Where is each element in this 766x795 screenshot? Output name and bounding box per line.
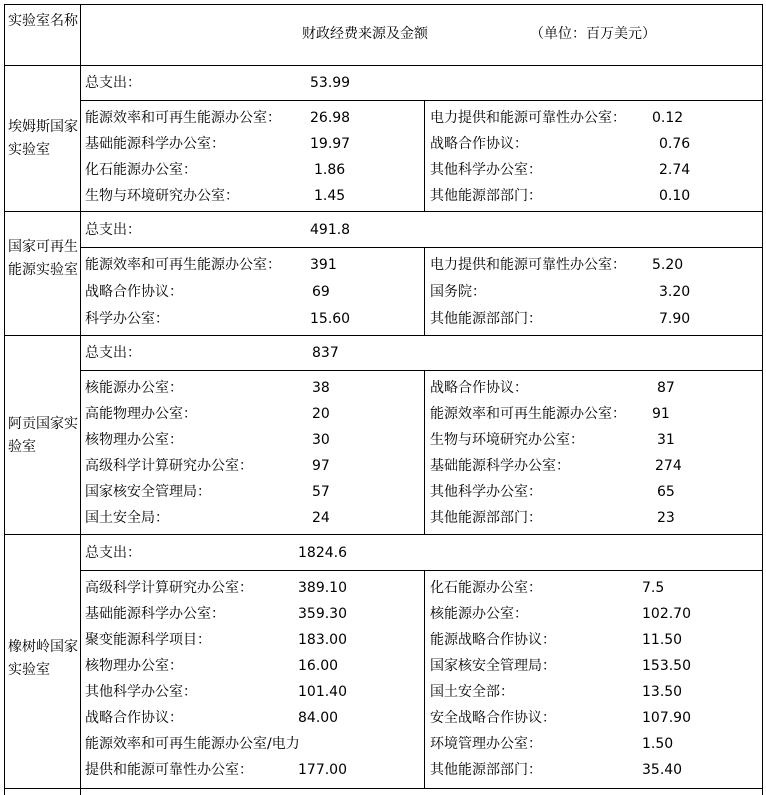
item-value: 102.70 <box>642 606 691 622</box>
item-label: 高能物理办公室： <box>85 406 197 422</box>
item-label: 安全战略合作协议： <box>430 710 556 726</box>
item-value: 359.30 <box>298 606 347 622</box>
item-value: 0.10 <box>659 188 691 204</box>
item-value: 20 <box>312 406 330 422</box>
item-label: 其他科学办公室： <box>430 162 542 178</box>
item-value: 19.97 <box>310 136 351 152</box>
header-unit: （单位：百万美元） <box>530 26 656 42</box>
item-label: 化石能源办公室： <box>85 162 197 178</box>
item-label: 其他能源部部门： <box>430 510 542 526</box>
item-value: 7.90 <box>659 311 691 327</box>
item-value: 26.98 <box>310 110 351 126</box>
item-label: 国土安全部： <box>430 684 514 700</box>
item-label: 生物与环境研究办公室： <box>430 432 584 448</box>
item-label: 国土安全局： <box>85 510 169 526</box>
item-label: 战略合作协议： <box>430 136 528 152</box>
item-value: 7.5 <box>642 580 665 596</box>
item-label: 其他科学办公室： <box>85 684 197 700</box>
item-value: 65 <box>657 484 675 500</box>
item-label: 核能源办公室： <box>430 606 528 622</box>
item-label: 其他科学办公室： <box>430 484 542 500</box>
lab-name: 埃姆斯国家实验室 <box>8 119 78 158</box>
mid-divider <box>424 370 425 534</box>
item-value: 16.00 <box>298 658 339 674</box>
item-value: 5.20 <box>652 257 684 273</box>
total-label: 总支出： <box>85 222 141 238</box>
item-value: 0.76 <box>659 136 691 152</box>
item-label: 生物与环境研究办公室： <box>85 188 239 204</box>
item-label: 国务院： <box>430 284 486 300</box>
item-value: 91 <box>652 406 670 422</box>
item-label: 环境管理办公室： <box>430 736 542 752</box>
header-lab-name: 实验室名称 <box>8 13 78 29</box>
item-value: 69 <box>312 284 330 300</box>
item-value: 11.50 <box>642 632 683 648</box>
lab-divider <box>4 534 763 535</box>
item-label: 基础能源科学办公室： <box>85 606 225 622</box>
item-value: 153.50 <box>642 658 691 674</box>
table-border-top <box>4 4 763 5</box>
total-divider <box>80 370 763 371</box>
item-value: 183.00 <box>298 632 347 648</box>
item-value: 38 <box>312 380 330 396</box>
item-value: 24 <box>312 510 330 526</box>
item-value: 0.12 <box>652 110 684 126</box>
item-label: 能源效率和可再生能源办公室： <box>430 406 626 422</box>
item-label: 战略合作协议： <box>85 710 183 726</box>
item-value: 1.50 <box>642 736 674 752</box>
item-label: 高级科学计算研究办公室： <box>85 458 253 474</box>
lab-divider <box>4 335 763 336</box>
item-label: 战略合作协议： <box>430 380 528 396</box>
item-label: 提供和能源可靠性办公室： <box>85 762 253 778</box>
item-value: 97 <box>312 458 330 474</box>
item-label: 能源效率和可再生能源办公室/电力 <box>85 736 300 752</box>
item-label: 化石能源办公室： <box>430 580 542 596</box>
item-value: 1.45 <box>314 188 346 204</box>
table-border-right <box>762 4 763 795</box>
item-value: 15.60 <box>310 311 351 327</box>
item-value: 2.74 <box>659 162 691 178</box>
total-label: 总支出： <box>85 545 141 561</box>
total-value: 491.8 <box>310 222 351 238</box>
item-label: 战略合作协议： <box>85 284 183 300</box>
total-value: 837 <box>312 345 339 361</box>
header-bottom-border <box>4 65 763 66</box>
item-value: 1.86 <box>314 162 346 178</box>
item-value: 57 <box>312 484 330 500</box>
mid-divider <box>424 100 425 211</box>
item-label: 聚变能源科学项目： <box>85 632 211 648</box>
mid-divider <box>424 247 425 335</box>
item-value: 30 <box>312 432 330 448</box>
item-value: 31 <box>657 432 675 448</box>
total-value: 53.99 <box>310 75 351 91</box>
item-value: 101.40 <box>298 684 347 700</box>
item-label: 核能源办公室： <box>85 380 183 396</box>
item-label: 其他能源部部门： <box>430 311 542 327</box>
item-label: 核物理办公室： <box>85 432 183 448</box>
item-label: 基础能源科学办公室： <box>430 458 570 474</box>
item-value: 274 <box>655 458 682 474</box>
item-value: 35.40 <box>642 762 683 778</box>
item-value: 389.10 <box>298 580 347 596</box>
item-value: 23 <box>657 510 675 526</box>
column-divider <box>80 4 81 795</box>
item-label: 高级科学计算研究办公室： <box>85 580 253 596</box>
table-border-left <box>4 4 5 795</box>
total-divider <box>80 247 763 248</box>
lab-divider <box>4 788 763 789</box>
item-value: 391 <box>310 257 337 273</box>
item-label: 基础能源科学办公室： <box>85 136 225 152</box>
lab-name: 国家可再生能源实验室 <box>8 239 78 278</box>
item-label: 其他能源部部门： <box>430 762 542 778</box>
header-title: 财政经费来源及金额 <box>302 26 428 42</box>
item-label: 科学办公室： <box>85 311 169 327</box>
item-label: 核物理办公室： <box>85 658 183 674</box>
mid-divider <box>424 570 425 788</box>
lab-divider <box>4 211 763 212</box>
total-value: 1824.6 <box>298 545 347 561</box>
item-value: 107.90 <box>642 710 691 726</box>
item-label: 能源效率和可再生能源办公室： <box>85 257 281 273</box>
item-label: 能源效率和可再生能源办公室： <box>85 110 281 126</box>
item-label: 电力提供和能源可靠性办公室： <box>430 257 626 273</box>
total-divider <box>80 100 763 101</box>
item-label: 其他能源部部门： <box>430 188 542 204</box>
item-label: 国家核安全管理局： <box>430 658 556 674</box>
item-value: 13.50 <box>642 684 683 700</box>
lab-name: 阿贡国家实验室 <box>8 416 78 455</box>
total-label: 总支出： <box>85 345 141 361</box>
item-label: 电力提供和能源可靠性办公室： <box>430 110 626 126</box>
item-value: 84.00 <box>298 710 339 726</box>
total-divider <box>80 570 763 571</box>
total-label: 总支出： <box>85 75 141 91</box>
item-value: 3.20 <box>659 284 691 300</box>
lab-name: 橡树岭国家实验室 <box>8 639 78 678</box>
item-value: 177.00 <box>298 762 347 778</box>
item-label: 能源战略合作协议： <box>430 632 556 648</box>
item-label: 国家核安全管理局： <box>85 484 211 500</box>
item-value: 87 <box>657 380 675 396</box>
